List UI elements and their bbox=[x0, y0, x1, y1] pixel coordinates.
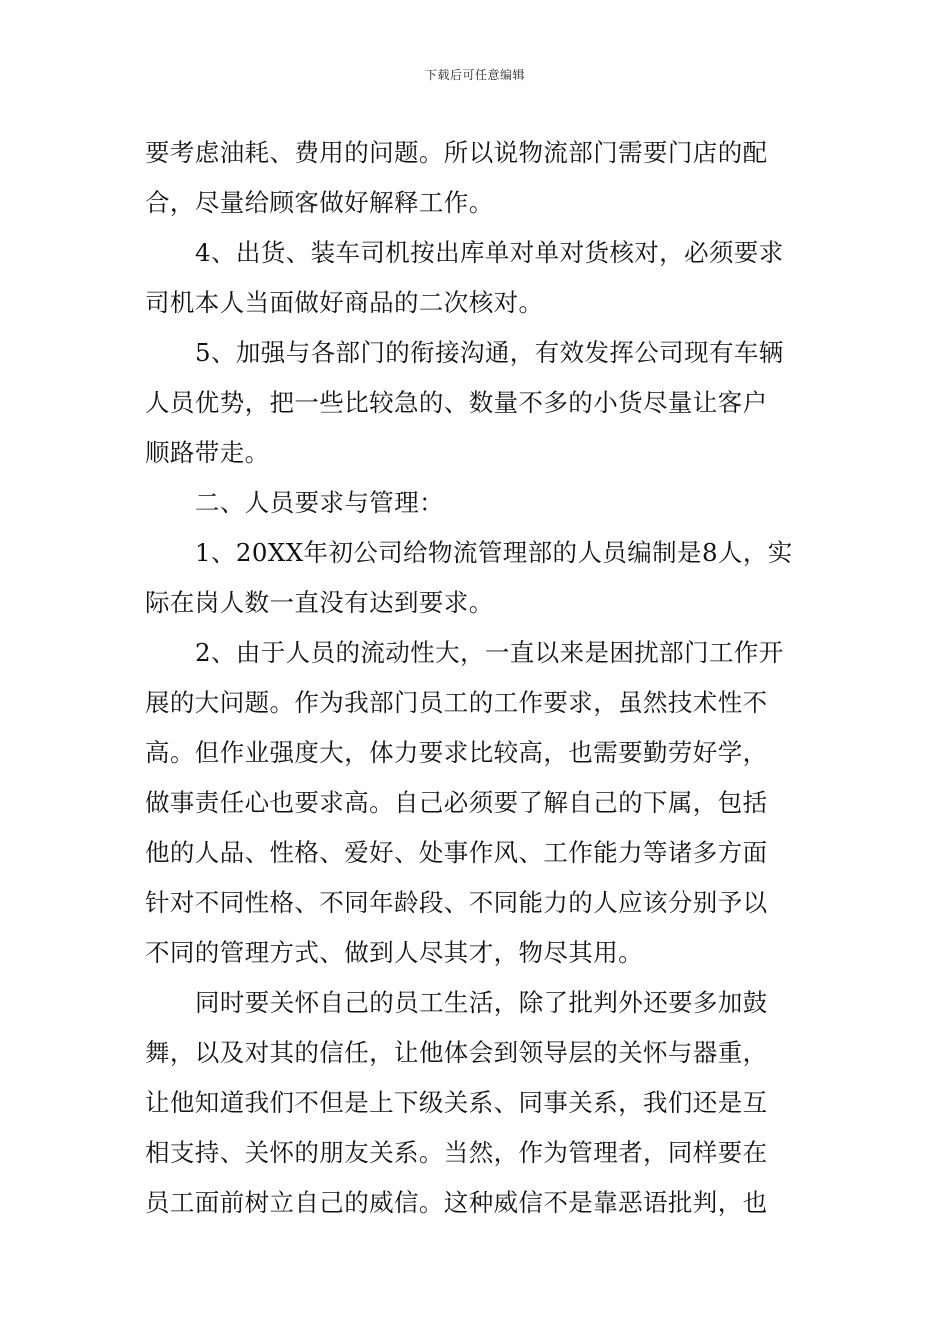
text-line: 2、由于人员的流动性大，一直以来是困扰部门工作开 bbox=[195, 638, 784, 667]
text-line: 1、20XX年初公司给物流管理部的人员编制是8人，实 bbox=[195, 538, 793, 567]
text-line: 不同的管理方式、做到人尽其才，物尽其用。 bbox=[145, 938, 643, 967]
text-line: 让他知道我们不但是上下级关系、同事关系，我们还是互 bbox=[145, 1088, 768, 1117]
page-header-note: 下载后可任意编辑 bbox=[424, 68, 525, 82]
text-line: 展的大问题。作为我部门员工的工作要求，虽然技术性不 bbox=[145, 688, 768, 717]
document-body bbox=[145, 128, 807, 1228]
text-line: 舞，以及对其的信任，让他体会到领导层的关怀与器重， bbox=[145, 1038, 768, 1067]
text-line: 员工面前树立自己的威信。这种威信不是靠恶语批判，也 bbox=[145, 1188, 768, 1217]
text-line: 人员优势，把一些比较急的、数量不多的小货尽量让客户 bbox=[145, 388, 768, 417]
text-line: 针对不同性格、不同年龄段、不同能力的人应该分别予以 bbox=[145, 888, 768, 917]
text-line: 相支持、关怀的朋友关系。当然，作为管理者，同样要在 bbox=[145, 1138, 768, 1167]
text-line: 高。但作业强度大，体力要求比较高，也需要勤劳好学， bbox=[145, 738, 768, 767]
text-line: 际在岗人数一直没有达到要求。 bbox=[145, 588, 494, 617]
text-line: 4、出货、装车司机按出库单对单对货核对，必须要求 bbox=[195, 238, 784, 267]
text-line: 同时要关怀自己的员工生活，除了批判外还要多加鼓 bbox=[195, 988, 768, 1017]
text-line: 要考虑油耗、费用的问题。所以说物流部门需要门店的配 bbox=[145, 138, 768, 167]
text-line: 合，尽量给顾客做好解释工作。 bbox=[145, 188, 494, 217]
text-line: 他的人品、性格、爱好、处事作风、工作能力等诸多方面 bbox=[145, 838, 768, 867]
section-heading: 二、人员要求与管理： bbox=[195, 488, 444, 517]
text-line: 司机本人当面做好商品的二次核对。 bbox=[145, 288, 544, 317]
text-line: 顺路带走。 bbox=[145, 438, 270, 467]
text-line: 做事责任心也要求高。自己必须要了解自己的下属，包括 bbox=[145, 788, 768, 817]
text-line: 5、加强与各部门的衔接沟通，有效发挥公司现有车辆 bbox=[195, 338, 784, 367]
